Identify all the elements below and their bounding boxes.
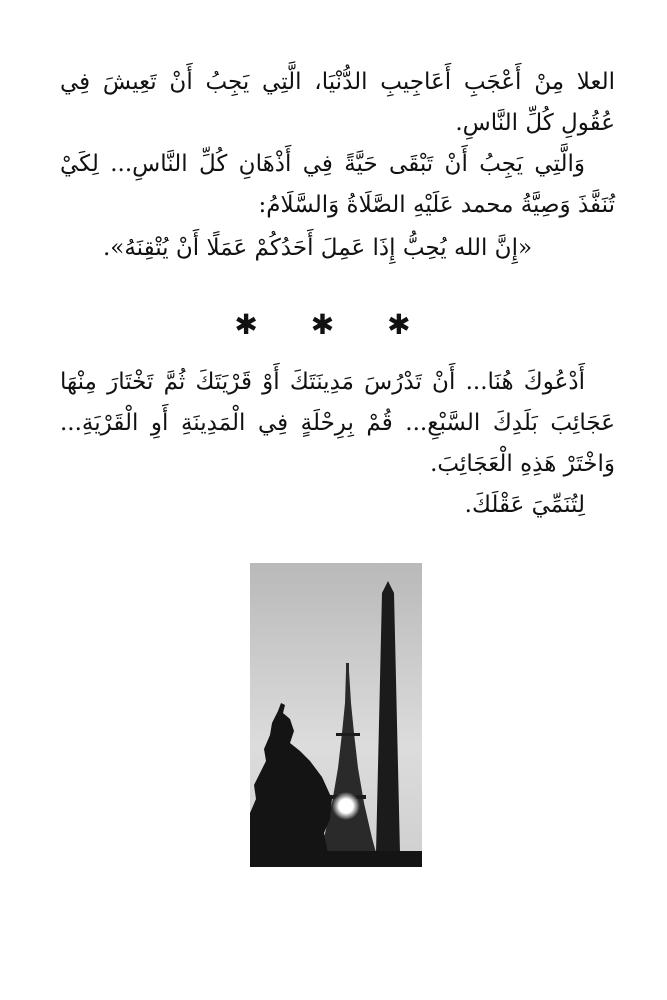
invitation-text-block bbox=[60, 362, 615, 526]
second-paragraph: وَالَّتِي يَجِبُ أَنْ تَبْقَى حَيَّةً فِي أَذْهَانِ كُلِّ النَّاسِ... لِكَيْ تُنَفَّذَ وَصِيَّةُ محمد عَلَيْهِ الصَّلَاةُ وَالسَّلَامُ: bbox=[60, 151, 615, 218]
section-separator: ✱ ✱ ✱ bbox=[234, 308, 433, 341]
photo-silhouette-icon bbox=[250, 563, 422, 867]
hadith-quote: «إِنَّ الله يُحِبُّ إِذَا عَمِلَ أَحَدُكُمْ عَمَلًا أَنْ يُتْقِنَهُ». bbox=[102, 235, 533, 261]
intro-paragraph: العلا مِنْ أَعْجَبِ أَعَاجِيبِ الدُّنْيَا، الَّتِي يَجِبُ أَنْ تَعِيشَ فِي عُقُولِ كُلِّ النَّاسِ. bbox=[60, 69, 615, 136]
landmarks-photo bbox=[250, 563, 422, 867]
closing-line: لِتُنَمِّيَ عَقْلَكَ. bbox=[464, 492, 585, 518]
intro-text-block bbox=[60, 62, 615, 269]
invitation-paragraph: أَدْعُوكَ هُنَا... أَنْ تَدْرُسَ مَدِينَتَكَ أَوْ قَرْيَتَكَ ثُمَّ تَخْتَارَ مِنْهَا عَجَائِبَ بَلَدِكَ السَّبْعِ... قُمْ بِرِحْلَةٍ فِي الْمَدِينَةِ أَوِ الْقَرْيَةِ... وَاخْتَرْ هَذِهِ الْعَجَائِبَ. bbox=[60, 369, 615, 477]
